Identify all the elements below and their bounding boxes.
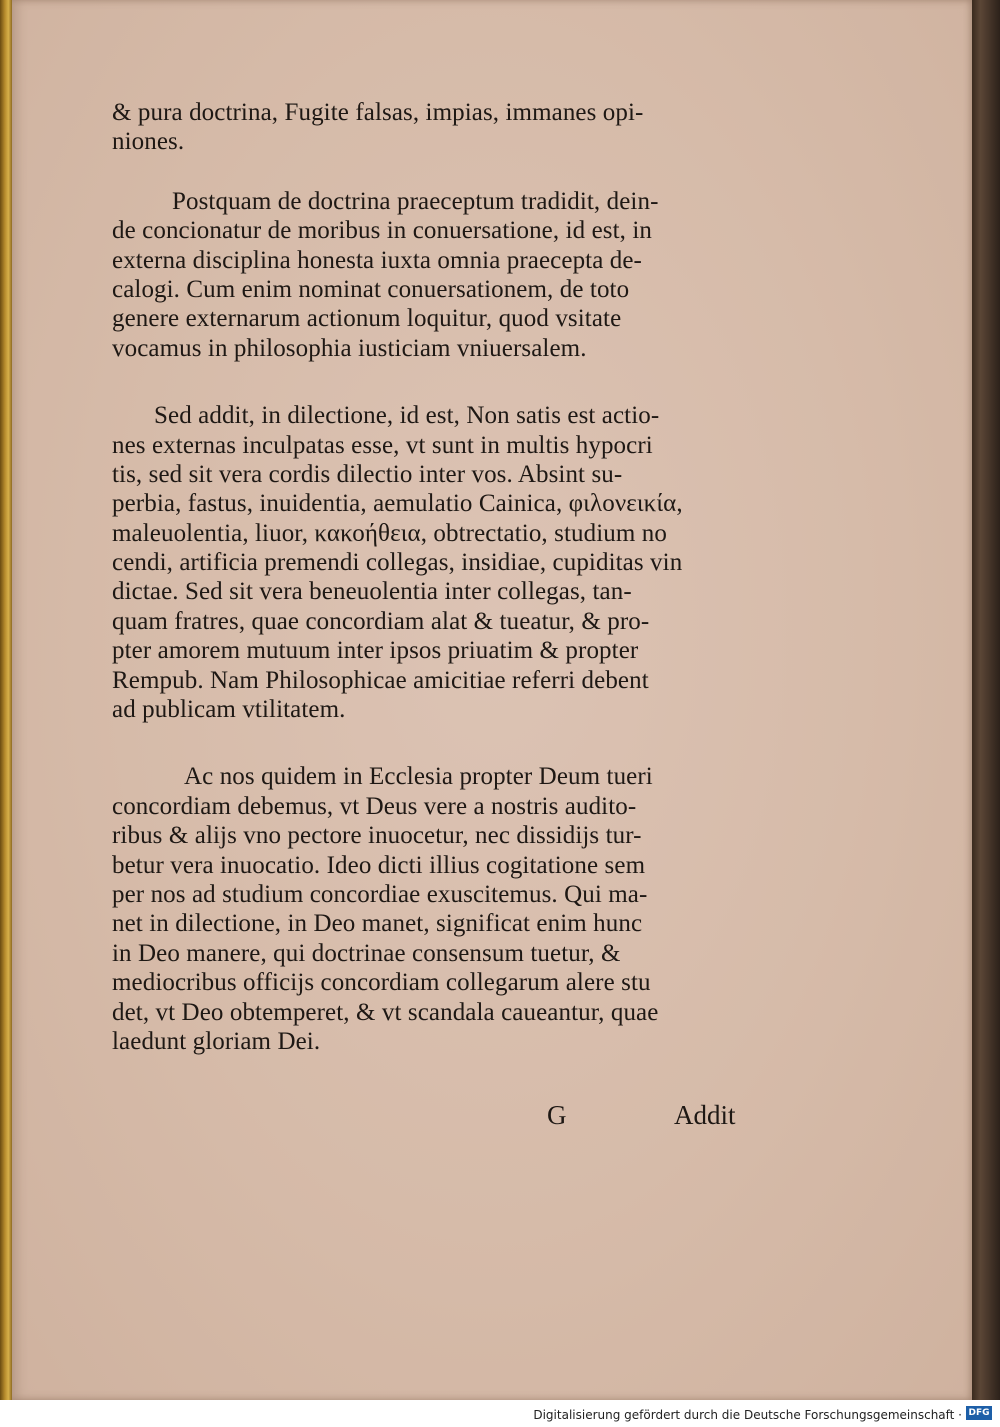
text-line: per nos ad studium concordiae exuscitemus. Qui ma- (112, 880, 648, 908)
signature-mark: G (547, 1100, 567, 1130)
text-line: calogi. Cum enim nominat conuersationem, de toto (112, 275, 630, 303)
page-fore-edge (972, 0, 1000, 1400)
text-line: de concionatur de moribus in conuersatione, id est, in (112, 217, 652, 245)
paragraph-gap (112, 157, 782, 187)
text-line: in Deo manere, qui doctrinae consensum tuetur, & (112, 939, 621, 967)
text-line: det, vt Deo obtemperet, & vt scandala caueantur, quae (112, 998, 659, 1026)
text-line: tis, sed sit vera cordis dilectio inter vos. Absint su- (112, 460, 623, 488)
text-line: ad publicam vtilitatem. (112, 696, 346, 724)
text-line: Rempub. Nam Philosophicae amicitiae referri debent (112, 666, 649, 694)
text-line: cendi, artificia premendi collegas, insidiae, cupiditas vin (112, 549, 683, 577)
text-line: perbia, fastus, inuidentia, aemulatio Cainica, φιλονεικία, (112, 490, 683, 518)
text-line: net in dilectione, in Deo manet, significat enim hunc (112, 910, 643, 938)
dfg-logo: DFG (966, 1406, 992, 1420)
text-line: dictae. Sed sit vera beneuolentia inter collegas, tan- (112, 578, 632, 606)
paragraph-gap (112, 363, 782, 401)
text-line: betur vera inuocatio. Ideo dicti illius cogitatione sem (112, 851, 646, 879)
book-binding-edge (0, 0, 12, 1427)
catchword: Addit (674, 1100, 736, 1130)
text-line: laedunt gloriam Dei. (112, 1027, 321, 1055)
text-line: externa disciplina honesta iuxta omnia praecepta de- (112, 246, 642, 274)
text-line: niones. (112, 128, 185, 156)
paragraph-gap (112, 724, 782, 762)
text-line: ribus & alijs vno pectore inuocetur, nec dissidijs tur- (112, 822, 642, 850)
text-line: vocamus in philosophia iusticiam vniuersalem. (112, 334, 587, 362)
funding-credit: Digitalisierung gefördert durch die Deutsche Forschungsgemeinschaft · (533, 1408, 962, 1422)
text-line: Sed addit, in dilectione, id est, Non satis est actio- (154, 402, 660, 430)
text-line: Postquam de doctrina praeceptum tradidit, dein- (172, 187, 659, 215)
text-line: pter amorem mutuum inter ipsos priuatim & propter (112, 637, 639, 665)
page-text-block (112, 98, 782, 1056)
text-line: concordiam debemus, vt Deus vere a nostris audito- (112, 792, 637, 820)
text-line: & pura doctrina, Fugite falsas, impias, immanes opi- (112, 99, 644, 126)
text-line: quam fratres, quae concordiam alat & tueatur, & pro- (112, 607, 650, 635)
text-line: Ac nos quidem in Ecclesia propter Deum tueri (184, 763, 653, 791)
text-line: maleuolentia, liuor, κακοήθεια, obtrectatio, studium no (112, 519, 667, 547)
text-line: nes externas inculpatas esse, vt sunt in multis hypocri (112, 431, 653, 459)
text-line: mediocribus officijs concordiam collegarum alere stu (112, 969, 651, 997)
text-line: genere externarum actionum loquitur, quod vsitate (112, 305, 622, 333)
